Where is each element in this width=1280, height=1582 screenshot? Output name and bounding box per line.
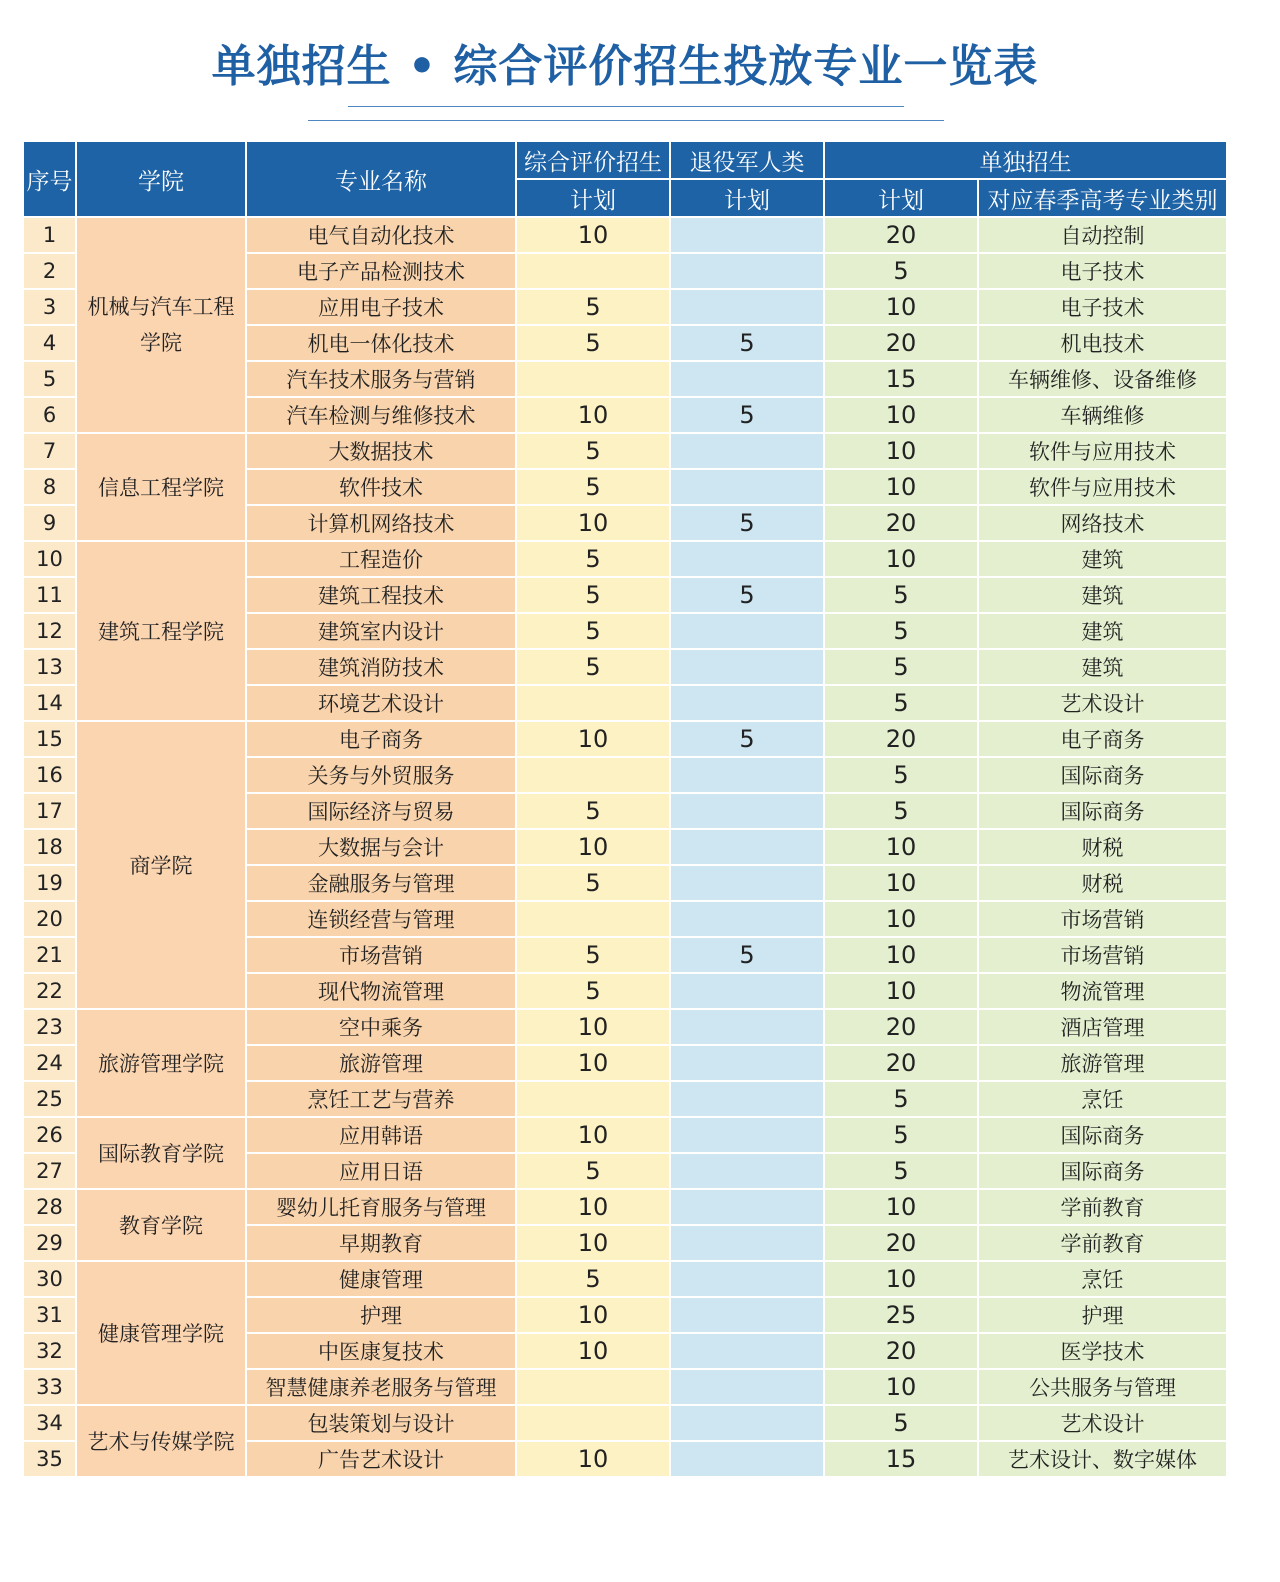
seq-cell: 24: [23, 1045, 76, 1081]
comprehensive-plan-cell: 5: [516, 1153, 670, 1189]
category-cell: 建筑: [978, 541, 1227, 577]
single-plan-cell: 5: [824, 1153, 978, 1189]
single-plan-cell: 15: [824, 1441, 978, 1477]
seq-cell: 8: [23, 469, 76, 505]
single-plan-cell: 20: [824, 505, 978, 541]
comprehensive-plan-cell: 5: [516, 469, 670, 505]
major-cell: 国际经济与贸易: [246, 793, 516, 829]
seq-cell: 11: [23, 577, 76, 613]
veteran-plan-cell: [670, 1405, 824, 1441]
single-plan-cell: 5: [824, 1405, 978, 1441]
major-cell: 应用电子技术: [246, 289, 516, 325]
category-cell: 财税: [978, 829, 1227, 865]
major-cell: 市场营销: [246, 937, 516, 973]
single-plan-cell: 10: [824, 973, 978, 1009]
seq-cell: 6: [23, 397, 76, 433]
comprehensive-plan-cell: 5: [516, 289, 670, 325]
veteran-plan-cell: [670, 793, 824, 829]
category-cell: 学前教育: [978, 1225, 1227, 1261]
veteran-plan-cell: [670, 1045, 824, 1081]
category-cell: 国际商务: [978, 1117, 1227, 1153]
header-major: 专业名称: [246, 141, 516, 217]
table-row: [23, 1189, 1227, 1225]
header-category: 对应春季高考专业类别: [978, 179, 1227, 217]
comprehensive-plan-cell: 5: [516, 433, 670, 469]
comprehensive-plan-cell: [516, 253, 670, 289]
title-divider-top: [348, 106, 904, 107]
seq-cell: 19: [23, 865, 76, 901]
major-cell: 汽车检测与维修技术: [246, 397, 516, 433]
seq-cell: 7: [23, 433, 76, 469]
major-cell: 机电一体化技术: [246, 325, 516, 361]
seq-cell: 4: [23, 325, 76, 361]
single-plan-cell: 5: [824, 613, 978, 649]
major-cell: 中医康复技术: [246, 1333, 516, 1369]
major-cell: 智慧健康养老服务与管理: [246, 1369, 516, 1405]
major-cell: 环境艺术设计: [246, 685, 516, 721]
veteran-plan-cell: [670, 433, 824, 469]
category-cell: 建筑: [978, 577, 1227, 613]
veteran-plan-cell: [670, 1189, 824, 1225]
veteran-plan-cell: 5: [670, 325, 824, 361]
major-cell: 健康管理: [246, 1261, 516, 1297]
comprehensive-plan-cell: 5: [516, 325, 670, 361]
seq-cell: 28: [23, 1189, 76, 1225]
table-row: [23, 1009, 1227, 1045]
header-veteran: 退役军人类: [670, 141, 824, 179]
comprehensive-plan-cell: 10: [516, 1297, 670, 1333]
table-row: [23, 541, 1227, 577]
comprehensive-plan-cell: [516, 685, 670, 721]
table-header: [23, 141, 1227, 217]
college-name: 商学院: [129, 854, 193, 878]
major-cell: 现代物流管理: [246, 973, 516, 1009]
category-cell: 国际商务: [978, 1153, 1227, 1189]
veteran-plan-cell: [670, 685, 824, 721]
category-cell: 医学技术: [978, 1333, 1227, 1369]
single-plan-cell: 5: [824, 253, 978, 289]
major-cell: 护理: [246, 1297, 516, 1333]
comprehensive-plan-cell: [516, 901, 670, 937]
category-cell: 烹饪: [978, 1261, 1227, 1297]
seq-cell: 32: [23, 1333, 76, 1369]
seq-cell: 13: [23, 649, 76, 685]
veteran-plan-cell: [670, 361, 824, 397]
seq-cell: 22: [23, 973, 76, 1009]
category-cell: 电子技术: [978, 289, 1227, 325]
college-cell: [76, 1009, 246, 1117]
single-plan-cell: 5: [824, 577, 978, 613]
comprehensive-plan-cell: 5: [516, 1261, 670, 1297]
veteran-plan-cell: 5: [670, 505, 824, 541]
seq-cell: 26: [23, 1117, 76, 1153]
major-cell: 包装策划与设计: [246, 1405, 516, 1441]
single-plan-cell: 5: [824, 1117, 978, 1153]
comprehensive-plan-cell: [516, 757, 670, 793]
major-cell: 早期教育: [246, 1225, 516, 1261]
major-cell: 建筑室内设计: [246, 613, 516, 649]
major-cell: 应用日语: [246, 1153, 516, 1189]
veteran-plan-cell: [670, 1225, 824, 1261]
college-name: 教育学院: [119, 1214, 203, 1238]
veteran-plan-cell: [670, 1153, 824, 1189]
seq-cell: 14: [23, 685, 76, 721]
comprehensive-plan-cell: 5: [516, 973, 670, 1009]
major-cell: 电子产品检测技术: [246, 253, 516, 289]
college-cell: [76, 1405, 246, 1477]
comprehensive-plan-cell: 10: [516, 1045, 670, 1081]
veteran-plan-cell: 5: [670, 577, 824, 613]
category-cell: 机电技术: [978, 325, 1227, 361]
comprehensive-plan-cell: 10: [516, 505, 670, 541]
header-comprehensive: 综合评价招生: [516, 141, 670, 179]
comprehensive-plan-cell: 10: [516, 217, 670, 253]
major-cell: 电子商务: [246, 721, 516, 757]
college-cell: [76, 1117, 246, 1189]
category-cell: 建筑: [978, 613, 1227, 649]
single-plan-cell: 10: [824, 1189, 978, 1225]
single-plan-cell: 5: [824, 649, 978, 685]
college-name: 健康管理学院: [98, 1322, 224, 1346]
veteran-plan-cell: [670, 973, 824, 1009]
category-cell: 市场营销: [978, 937, 1227, 973]
veteran-plan-cell: [670, 289, 824, 325]
category-cell: 财税: [978, 865, 1227, 901]
single-plan-cell: 10: [824, 937, 978, 973]
comprehensive-plan-cell: 10: [516, 1009, 670, 1045]
seq-cell: 23: [23, 1009, 76, 1045]
seq-cell: 10: [23, 541, 76, 577]
category-cell: 电子技术: [978, 253, 1227, 289]
major-cell: 应用韩语: [246, 1117, 516, 1153]
veteran-plan-cell: [670, 253, 824, 289]
single-plan-cell: 20: [824, 1225, 978, 1261]
category-cell: 艺术设计、数字媒体: [978, 1441, 1227, 1477]
veteran-plan-cell: [670, 1081, 824, 1117]
category-cell: 物流管理: [978, 973, 1227, 1009]
college-name: 国际教育学院: [98, 1142, 224, 1166]
page-title: 单独招生 • 综合评价招生投放专业一览表: [211, 41, 1039, 92]
seq-cell: 33: [23, 1369, 76, 1405]
veteran-plan-cell: [670, 829, 824, 865]
comprehensive-plan-cell: 10: [516, 1225, 670, 1261]
major-cell: 大数据与会计: [246, 829, 516, 865]
table-row: [23, 1261, 1227, 1297]
category-cell: 软件与应用技术: [978, 469, 1227, 505]
single-plan-cell: 5: [824, 1081, 978, 1117]
comprehensive-plan-cell: 10: [516, 721, 670, 757]
major-cell: 烹饪工艺与营养: [246, 1081, 516, 1117]
category-cell: 护理: [978, 1297, 1227, 1333]
category-cell: 酒店管理: [978, 1009, 1227, 1045]
seq-cell: 15: [23, 721, 76, 757]
single-plan-cell: 10: [824, 289, 978, 325]
single-plan-cell: 10: [824, 469, 978, 505]
major-cell: 婴幼儿托育服务与管理: [246, 1189, 516, 1225]
category-cell: 自动控制: [978, 217, 1227, 253]
seq-cell: 35: [23, 1441, 76, 1477]
comprehensive-plan-cell: 5: [516, 577, 670, 613]
veteran-plan-cell: 5: [670, 721, 824, 757]
single-plan-cell: 5: [824, 793, 978, 829]
category-cell: 国际商务: [978, 793, 1227, 829]
header-single-plan: 计划: [824, 179, 978, 217]
category-cell: 烹饪: [978, 1081, 1227, 1117]
category-cell: 艺术设计: [978, 1405, 1227, 1441]
veteran-plan-cell: [670, 865, 824, 901]
single-plan-cell: 5: [824, 685, 978, 721]
veteran-plan-cell: [670, 217, 824, 253]
comprehensive-plan-cell: 5: [516, 649, 670, 685]
major-cell: 空中乘务: [246, 1009, 516, 1045]
veteran-plan-cell: [670, 1117, 824, 1153]
seq-cell: 9: [23, 505, 76, 541]
veteran-plan-cell: [670, 901, 824, 937]
college-cell: [76, 1189, 246, 1261]
single-plan-cell: 10: [824, 433, 978, 469]
veteran-plan-cell: [670, 757, 824, 793]
category-cell: 网络技术: [978, 505, 1227, 541]
seq-cell: 34: [23, 1405, 76, 1441]
veteran-plan-cell: [670, 1261, 824, 1297]
comprehensive-plan-cell: [516, 1081, 670, 1117]
comprehensive-plan-cell: [516, 1369, 670, 1405]
category-cell: 国际商务: [978, 757, 1227, 793]
category-cell: 艺术设计: [978, 685, 1227, 721]
category-cell: 软件与应用技术: [978, 433, 1227, 469]
single-plan-cell: 20: [824, 1009, 978, 1045]
single-plan-cell: 15: [824, 361, 978, 397]
single-plan-cell: 10: [824, 829, 978, 865]
comprehensive-plan-cell: 10: [516, 1333, 670, 1369]
single-plan-cell: 20: [824, 721, 978, 757]
table-row: [23, 1117, 1227, 1153]
major-cell: 金融服务与管理: [246, 865, 516, 901]
comprehensive-plan-cell: 10: [516, 829, 670, 865]
seq-cell: 16: [23, 757, 76, 793]
major-cell: 计算机网络技术: [246, 505, 516, 541]
seq-cell: 5: [23, 361, 76, 397]
single-plan-cell: 10: [824, 1261, 978, 1297]
college-name: 旅游管理学院: [98, 1052, 224, 1076]
seq-cell: 18: [23, 829, 76, 865]
major-cell: 连锁经营与管理: [246, 901, 516, 937]
comprehensive-plan-cell: 5: [516, 613, 670, 649]
single-plan-cell: 20: [824, 217, 978, 253]
seq-cell: 20: [23, 901, 76, 937]
major-cell: 建筑消防技术: [246, 649, 516, 685]
single-plan-cell: 10: [824, 901, 978, 937]
table-row: [23, 217, 1227, 253]
category-cell: 车辆维修、设备维修: [978, 361, 1227, 397]
seq-cell: 3: [23, 289, 76, 325]
veteran-plan-cell: [670, 1009, 824, 1045]
major-cell: 汽车技术服务与营销: [246, 361, 516, 397]
veteran-plan-cell: [670, 1333, 824, 1369]
major-cell: 广告艺术设计: [246, 1441, 516, 1477]
major-cell: 建筑工程技术: [246, 577, 516, 613]
college-cell: [76, 433, 246, 541]
seq-cell: 21: [23, 937, 76, 973]
college-cell: [76, 541, 246, 721]
college-cell: [76, 217, 246, 433]
major-cell: 工程造价: [246, 541, 516, 577]
veteran-plan-cell: [670, 469, 824, 505]
header-seq: 序号: [23, 141, 76, 217]
veteran-plan-cell: 5: [670, 937, 824, 973]
college-name: 建筑工程学院: [98, 620, 224, 644]
veteran-plan-cell: [670, 1441, 824, 1477]
single-plan-cell: 20: [824, 1045, 978, 1081]
college-name: 信息工程学院: [98, 476, 224, 500]
veteran-plan-cell: [670, 1297, 824, 1333]
major-cell: 大数据技术: [246, 433, 516, 469]
seq-cell: 2: [23, 253, 76, 289]
header-college: 学院: [76, 141, 246, 217]
major-cell: 电气自动化技术: [246, 217, 516, 253]
header-veteran-plan: 计划: [670, 179, 824, 217]
enrollment-table: [22, 140, 1228, 1478]
comprehensive-plan-cell: 10: [516, 1117, 670, 1153]
single-plan-cell: 25: [824, 1297, 978, 1333]
single-plan-cell: 5: [824, 757, 978, 793]
comprehensive-plan-cell: 5: [516, 865, 670, 901]
comprehensive-plan-cell: 10: [516, 1441, 670, 1477]
major-cell: 关务与外贸服务: [246, 757, 516, 793]
seq-cell: 17: [23, 793, 76, 829]
single-plan-cell: 20: [824, 325, 978, 361]
category-cell: 车辆维修: [978, 397, 1227, 433]
category-cell: 电子商务: [978, 721, 1227, 757]
comprehensive-plan-cell: 10: [516, 1189, 670, 1225]
college-cell: [76, 721, 246, 1009]
college-name: 艺术与传媒学院: [87, 1430, 235, 1454]
single-plan-cell: 20: [824, 1333, 978, 1369]
seq-cell: 31: [23, 1297, 76, 1333]
comprehensive-plan-cell: [516, 361, 670, 397]
major-cell: 软件技术: [246, 469, 516, 505]
comprehensive-plan-cell: 5: [516, 541, 670, 577]
veteran-plan-cell: [670, 1369, 824, 1405]
single-plan-cell: 10: [824, 397, 978, 433]
category-cell: 建筑: [978, 649, 1227, 685]
veteran-plan-cell: 5: [670, 397, 824, 433]
table-row: [23, 1405, 1227, 1441]
category-cell: 学前教育: [978, 1189, 1227, 1225]
college-cell: [76, 1261, 246, 1405]
comprehensive-plan-cell: 5: [516, 793, 670, 829]
category-cell: 旅游管理: [978, 1045, 1227, 1081]
comprehensive-plan-cell: [516, 1405, 670, 1441]
table-row: [23, 721, 1227, 757]
single-plan-cell: 10: [824, 865, 978, 901]
seq-cell: 25: [23, 1081, 76, 1117]
college-name: 机械与汽车工程学院: [87, 295, 235, 355]
veteran-plan-cell: [670, 541, 824, 577]
header-single: 单独招生: [824, 141, 1227, 179]
seq-cell: 1: [23, 217, 76, 253]
seq-cell: 12: [23, 613, 76, 649]
seq-cell: 27: [23, 1153, 76, 1189]
table-body: [23, 217, 1227, 1477]
header-comprehensive-plan: 计划: [516, 179, 670, 217]
comprehensive-plan-cell: 5: [516, 937, 670, 973]
title-divider-bottom: [308, 120, 944, 121]
single-plan-cell: 10: [824, 541, 978, 577]
category-cell: 市场营销: [978, 901, 1227, 937]
single-plan-cell: 10: [824, 1369, 978, 1405]
comprehensive-plan-cell: 10: [516, 397, 670, 433]
veteran-plan-cell: [670, 649, 824, 685]
seq-cell: 30: [23, 1261, 76, 1297]
veteran-plan-cell: [670, 613, 824, 649]
seq-cell: 29: [23, 1225, 76, 1261]
category-cell: 公共服务与管理: [978, 1369, 1227, 1405]
table-row: [23, 433, 1227, 469]
major-cell: 旅游管理: [246, 1045, 516, 1081]
